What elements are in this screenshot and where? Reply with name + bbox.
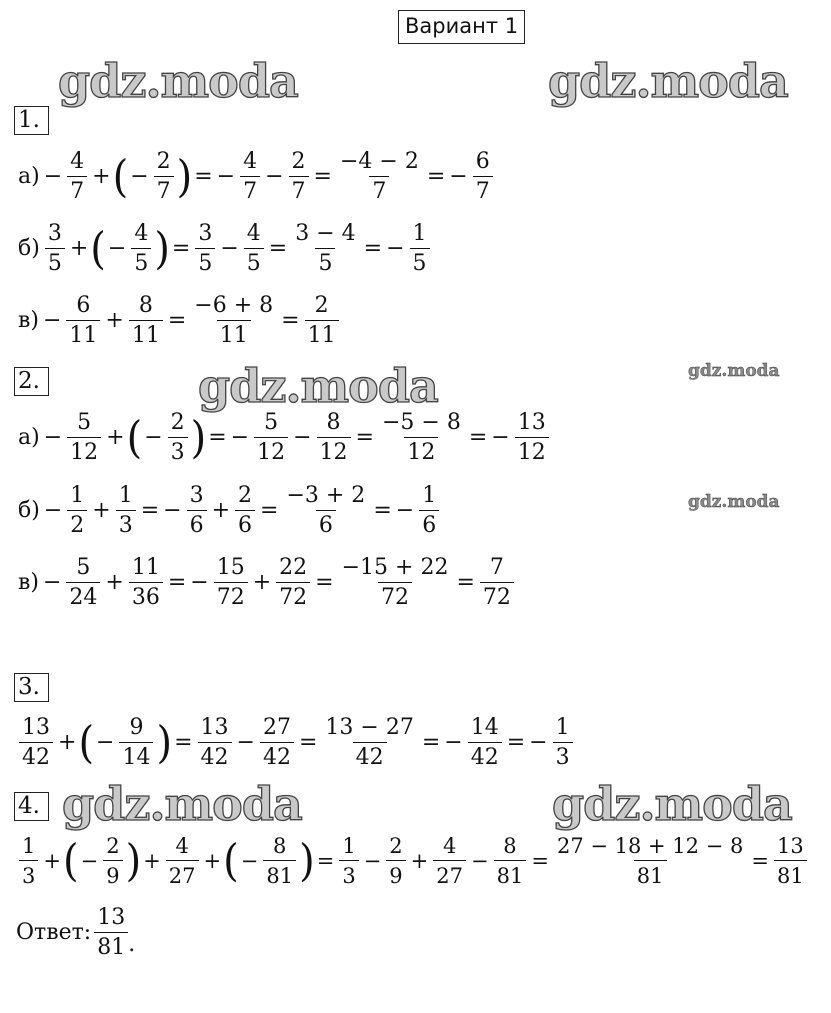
item-label: а) [18,164,40,189]
item-label: в) [18,570,39,595]
fraction: $\frac{3 - 4}{5}$ [295,221,356,276]
watermark-logo: gdz.moda [688,492,780,512]
task-number: 4. [14,792,49,821]
fraction: $\frac{13}{81}$ [774,834,807,888]
fraction: $\frac{2}{7}$ [154,150,174,204]
fraction: $\frac{3}{5}$ [45,222,65,276]
fraction: $\frac{13}{42}$ [19,716,53,770]
fraction: $\frac{14}{42}$ [468,716,502,770]
task-number: 2. [14,367,49,396]
equation-row-2c: в) − $\frac{5}{24}$ + $\frac{11}{36}$ = − $\frac{15}{72}$ + $\frac{22}{72}$ = $\frac{-15 + 22}{72}$ = $\frac{7}{72}$ [16,556,517,610]
fraction: $\frac{-3 + 2}{6}$ [286,483,366,538]
fraction: $\frac{1}{3}$ [19,834,38,888]
fraction: $\frac{27 - 18 + 12 - 8}{81}$ [556,834,744,888]
watermark-logo: gdz.moda [688,361,780,381]
fraction: $\frac{2}{9}$ [386,834,405,888]
fraction: $\frac{9}{14}$ [119,716,153,770]
fraction: $\frac{3}{5}$ [195,222,215,276]
watermark-logo: gdz.moda [198,359,438,413]
fraction: $\frac{5}{24}$ [66,556,100,610]
fraction: $\frac{-15 + 22}{72}$ [341,555,449,610]
equation-row-1b: б) $\frac{3}{5}$ + ( − $\frac{4}{5}$ ) = $\frac{3}{5}$ − $\frac{4}{5}$ = $\frac{3 - 4}{5}$ = − $\frac{1}{5}$ [16,222,433,276]
equation-row-2a: а) − $\frac{5}{12}$ + ( − $\frac{2}{3}$ ) = − $\frac{5}{12}$ − $\frac{8}{12}$ = $\frac{-5 - 8}{12}$ = − $\frac{13}{12}$ [16,411,552,465]
fraction: $\frac{1}{2}$ [67,484,87,538]
fraction: $\frac{1}{3}$ [553,716,573,770]
equation-row-1a: а) − $\frac{4}{7}$ + ( − $\frac{2}{7}$ ) = − $\frac{4}{7}$ − $\frac{2}{7}$ = $\frac{-4 - 2}{7}$ = − $\frac{6}{7}$ [16,150,496,204]
equation-row-3: $\frac{13}{42}$ + ( − $\frac{9}{14}$ ) = $\frac{13}{42}$ − $\frac{27}{42}$ = $\frac{13 - 27}{42}$ = − $\frac{14}{42}$ = − $\frac{1}{3}$ [16,716,576,770]
fraction: $\frac{27}{42}$ [260,716,294,770]
fraction: $\frac{-6 + 8}{11}$ [194,293,274,348]
equation-row-4: $\frac{1}{3}$ + ( − $\frac{2}{9}$ ) + $\frac{4}{27}$ + ( − $\frac{8}{81}$ ) = $\frac{1}{3}$ − $\frac{2}{9}$ + $\frac{4}{27}$ − $\frac{8}{81}$ = $\frac{27 - 18 + 12 - 8}{81}$ = $\frac{13}{81}$ [16,834,810,888]
watermark-logo: gdz.moda [62,777,302,831]
fraction: $\frac{5}{12}$ [67,411,101,465]
fraction: $\frac{1}{3}$ [339,834,358,888]
fraction: $\frac{4}{27}$ [433,834,466,888]
task-number: 3. [14,673,49,702]
watermark-logo: gdz.moda [58,54,298,108]
fraction: $\frac{8}{11}$ [129,294,163,348]
item-label: в) [18,308,39,333]
fraction: $\frac{8}{12}$ [317,411,351,465]
fraction: $\frac{4}{7}$ [240,150,260,204]
fraction: $\frac{5}{12}$ [254,411,288,465]
fraction: $\frac{4}{5}$ [244,222,264,276]
item-label: б) [18,236,40,261]
fraction: $\frac{13}{42}$ [198,716,232,770]
fraction: $\frac{1}{6}$ [419,484,439,538]
fraction: $\frac{-4 - 2}{7}$ [339,149,419,204]
fraction: $\frac{3}{6}$ [187,484,207,538]
watermark-logo: gdz.moda [552,777,792,831]
fraction: $\frac{1}{5}$ [410,222,430,276]
fraction: $\frac{2}{6}$ [235,484,255,538]
fraction: $\frac{7}{72}$ [480,556,514,610]
fraction: $\frac{22}{72}$ [276,556,310,610]
fraction: $\frac{2}{3}$ [168,411,188,465]
variant-title: Вариант 1 [398,10,525,44]
fraction: $\frac{8}{81}$ [494,834,527,888]
fraction: $\frac{4}{7}$ [67,150,87,204]
fraction: $\frac{4}{27}$ [166,834,199,888]
watermark-logo: gdz.moda [548,54,788,108]
fraction: $\frac{13 - 27}{42}$ [325,715,414,770]
fraction: $\frac{-5 - 8}{12}$ [381,410,461,465]
fraction: $\frac{2}{7}$ [289,150,309,204]
fraction: $\frac{8}{81}$ [263,834,296,888]
fraction: $\frac{4}{5}$ [131,222,151,276]
fraction: $\frac{2}{11}$ [305,294,339,348]
answer-fraction: $\frac{13}{81}$ [94,906,128,960]
equation-row-2b: б) − $\frac{1}{2}$ + $\frac{1}{3}$ = − $\frac{3}{6}$ + $\frac{2}{6}$ = $\frac{-3 + 2}{6}$ = − $\frac{1}{6}$ [16,484,442,538]
task-number: 1. [14,106,49,135]
fraction: $\frac{6}{11}$ [66,294,100,348]
item-label: а) [18,425,40,450]
fraction: $\frac{15}{72}$ [214,556,248,610]
equation-row-1c: в) − $\frac{6}{11}$ + $\frac{8}{11}$ = $\frac{-6 + 8}{11}$ = $\frac{2}{11}$ [16,294,342,348]
answer-row: Ответ: $\frac{13}{81}$ . [16,905,136,960]
fraction: $\frac{6}{7}$ [473,150,493,204]
fraction: $\frac{2}{9}$ [103,834,122,888]
item-label: б) [18,498,40,523]
fraction: $\frac{13}{12}$ [515,411,549,465]
fraction: $\frac{11}{36}$ [129,556,163,610]
answer-label: Ответ: [16,920,92,945]
fraction: $\frac{1}{3}$ [116,484,136,538]
